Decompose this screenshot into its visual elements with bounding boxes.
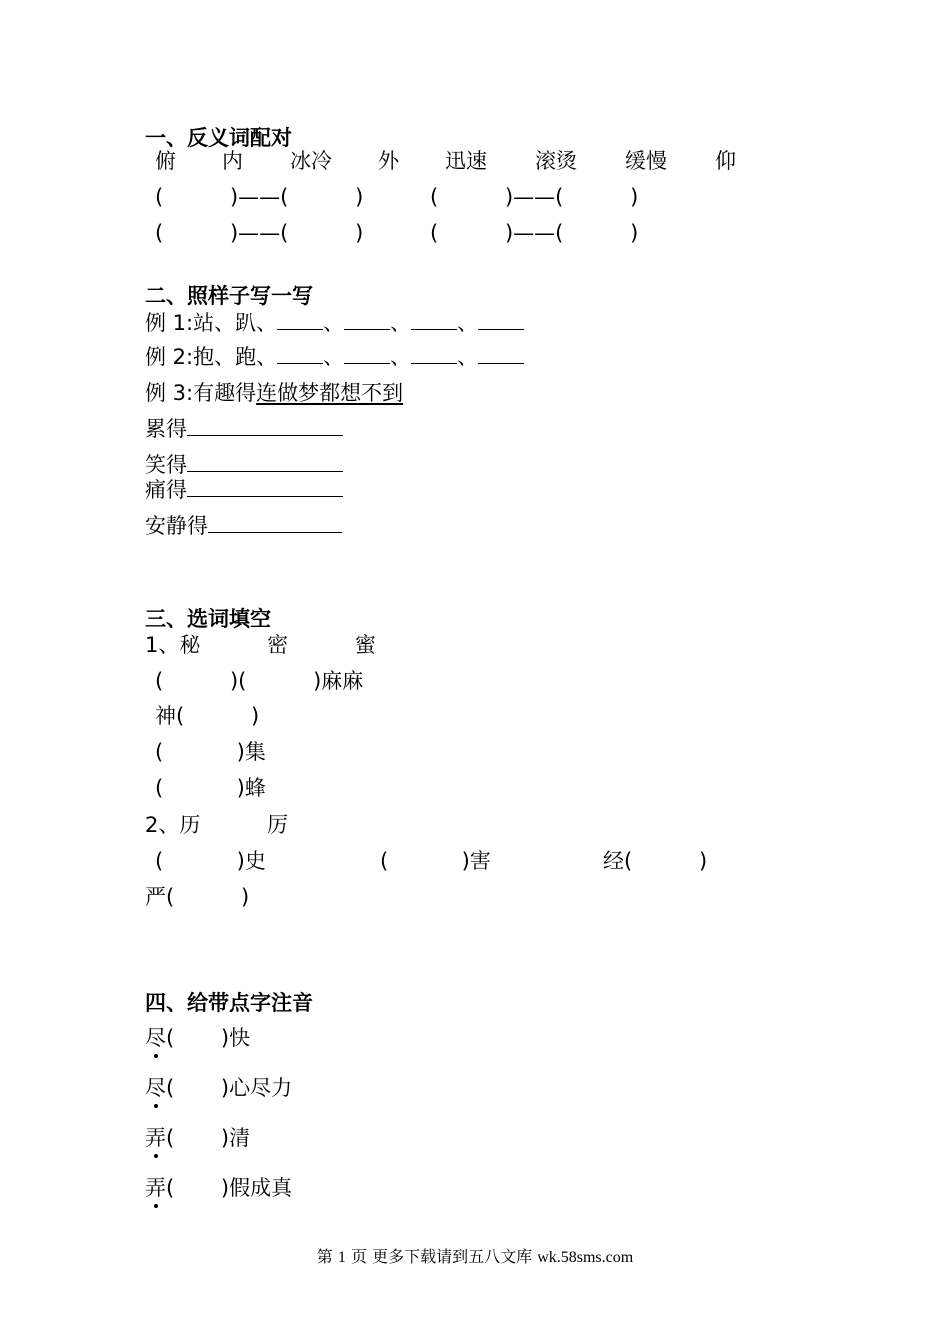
- separator: 、: [323, 345, 345, 369]
- blank: [478, 344, 524, 364]
- pinyin-rest: ( )快: [166, 1026, 251, 1050]
- pinyin-rest: ( )清: [166, 1126, 251, 1150]
- separator: 、: [457, 311, 479, 335]
- fill-item-label: 累得: [145, 417, 187, 441]
- blank: [411, 310, 457, 330]
- blank: [187, 452, 343, 472]
- blank: [277, 344, 323, 364]
- blank: [478, 310, 524, 330]
- footer-url[interactable]: wk.58sms.com: [537, 1249, 634, 1266]
- example-1: [145, 310, 524, 336]
- word-4: 外: [378, 149, 399, 173]
- footer-text-b: 页 更多下载请到五八文库: [351, 1247, 533, 1266]
- example-3-underlined: 连做梦都想不到: [256, 381, 404, 405]
- page-number: 1: [337, 1249, 346, 1266]
- blank: [277, 310, 323, 330]
- q1-row-1: ( )( )麻麻: [155, 669, 364, 693]
- pinyin-rest: ( )假成真: [166, 1176, 293, 1200]
- word-7: 缓慢: [625, 149, 667, 173]
- dotted-char: 弄: [145, 1126, 166, 1150]
- separator: 、: [390, 311, 412, 335]
- word-8: 仰: [715, 149, 736, 173]
- pinyin-row-4: [145, 1175, 292, 1201]
- q2-item-2: ( )害: [380, 849, 491, 873]
- fill-item-label: 痛得: [145, 478, 187, 502]
- blank: [411, 344, 457, 364]
- section-2-title: 二、照样子写一写: [145, 284, 313, 308]
- pinyin-row-2: [145, 1075, 292, 1101]
- q1-row-4: ( )蜂: [155, 776, 266, 800]
- separator: 、: [457, 345, 479, 369]
- blank: [187, 477, 343, 497]
- q1-row-3: ( )集: [155, 740, 266, 764]
- example-3: [145, 380, 403, 406]
- question-1: 1、秘 密 蜜: [145, 633, 376, 657]
- fill-item-2: [145, 452, 343, 478]
- section-1-title: 一、反义词配对: [145, 126, 292, 150]
- dotted-char: 尽: [145, 1076, 166, 1100]
- fill-item-label: 笑得: [145, 453, 187, 477]
- dotted-char: 尽: [145, 1026, 166, 1050]
- blank: [187, 416, 343, 436]
- blank: [208, 513, 342, 533]
- separator: 、: [390, 345, 412, 369]
- fill-item-label: 安静得: [145, 514, 208, 538]
- section-4-title: 四、给带点字注音: [145, 991, 313, 1015]
- fill-item-1: [145, 416, 343, 442]
- q1-row-2: 神( ): [155, 704, 260, 728]
- q2-last: 严( ): [145, 885, 250, 909]
- pinyin-row-1: [145, 1025, 250, 1051]
- dotted-char: 弄: [145, 1176, 166, 1200]
- word-2: 内: [222, 149, 243, 173]
- pinyin-rest: ( )心尽力: [166, 1076, 293, 1100]
- example-2: [145, 344, 524, 370]
- section-3-title: 三、选词填空: [145, 607, 271, 631]
- pair-row-2: ( )——( ) ( )——( ): [155, 221, 639, 245]
- word-6: 滚烫: [535, 149, 577, 173]
- example-1-label: 例 1:站、趴、: [145, 311, 278, 335]
- pinyin-row-3: [145, 1125, 250, 1151]
- footer-text-a: 第: [316, 1247, 333, 1266]
- fill-item-3: [145, 477, 343, 503]
- word-1: 俯: [155, 149, 176, 173]
- word-5: 迅速: [445, 149, 487, 173]
- blank: [344, 344, 390, 364]
- blank: [344, 310, 390, 330]
- separator: 、: [323, 311, 345, 335]
- fill-item-4: [145, 513, 342, 539]
- page-footer: [0, 1244, 950, 1267]
- question-2: 2、历 厉: [145, 813, 289, 837]
- q2-item-1: ( )史: [155, 849, 266, 873]
- example-2-label: 例 2:抱、跑、: [145, 345, 278, 369]
- pair-row-1: ( )——( ) ( )——( ): [155, 185, 639, 209]
- example-3-prefix: 例 3:有趣得: [145, 381, 257, 405]
- q2-item-3: 经( ): [603, 849, 708, 873]
- word-3: 冰冷: [290, 149, 332, 173]
